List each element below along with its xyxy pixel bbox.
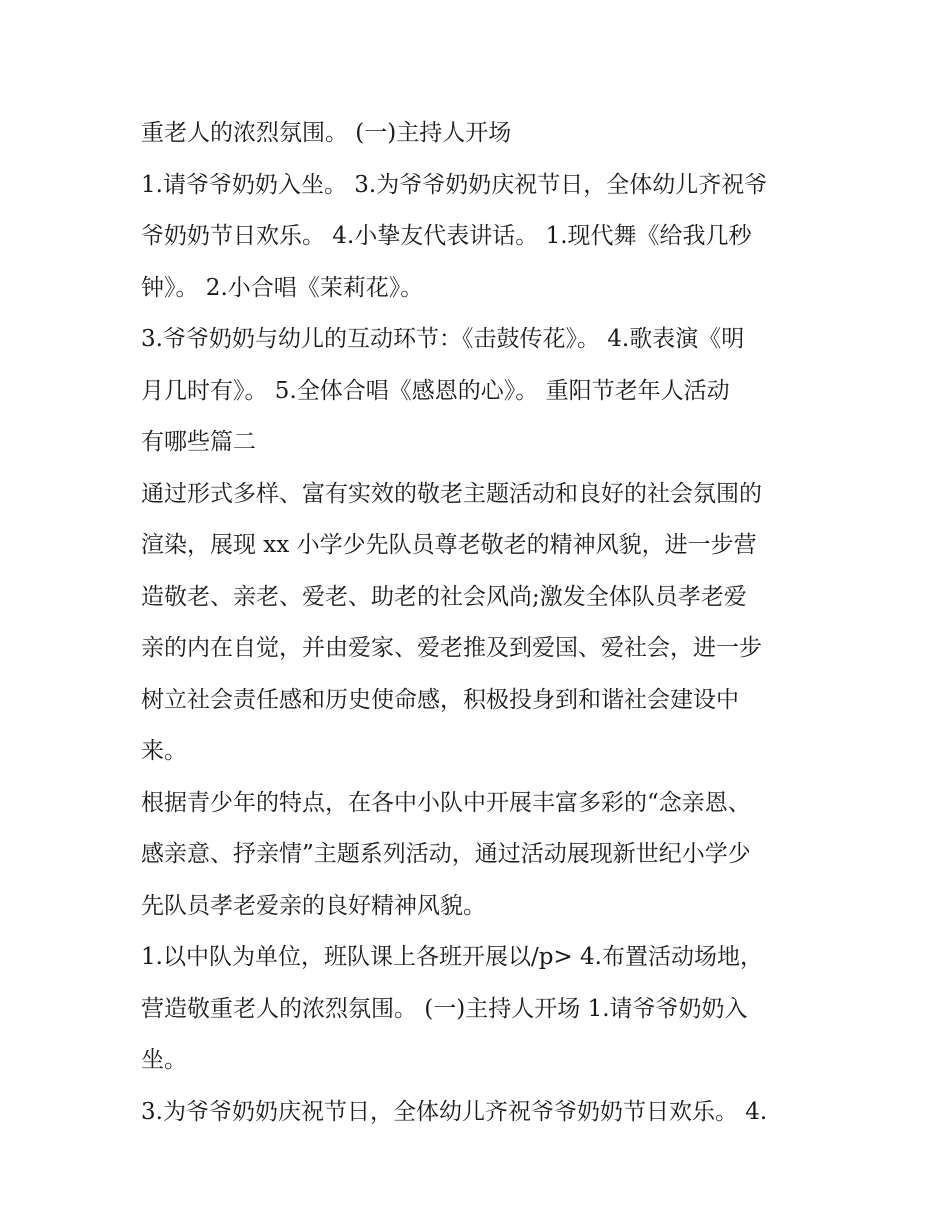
paragraph: 1.以中队为单位，班队课上各班开展以/p> 4.布置活动场地， 营造敬重老人的浓烈氛围。 (一)主持人开场 1.请爷爷奶奶入 坐。 xyxy=(141,944,763,1073)
paragraph: 通过形式多样、富有实效的敬老主题活动和良好的社会氛围的 渲染，展现 xx 小学少先队员尊老敬老的精神风貌，进一步营 造敬老、亲老、爱老、助老的社会风尚;激发全体队员孝老爱 亲的内在自觉，并由爱家、爱老推及到爱国、爱社会，进一步 树立社会责任感和历史使命感，积极投身到和谐社会建设中 来。 xyxy=(141,480,762,764)
document-body xyxy=(141,108,821,1138)
paragraph: 1.请爷爷奶奶入坐。 3.为爷爷奶奶庆祝节日，全体幼儿齐祝爷 爷奶奶节日欢乐。 4.小挚友代表讲话。 1.现代舞《给我几秒 钟》。 2.小合唱《茉莉花》。 xyxy=(141,171,768,301)
paragraph: 根据青少年的特点，在各中小队中开展丰富多彩的“念亲恩、 感亲意、抒亲情”主题系列活动，通过活动展现新世纪小学少 先队员孝老爱亲的良好精神风貌。 xyxy=(141,789,751,919)
paragraph: 3.爷爷奶奶与幼儿的互动环节：《击鼓传花》。 4.歌表演《明 月几时有》。 5.全体合唱《感恩的心》。 重阳节老年人活动 有哪些篇二 xyxy=(141,326,745,455)
paragraph: 重老人的浓烈氛围。 (一)主持人开场 xyxy=(141,120,512,146)
paragraph: 3.为爷爷奶奶庆祝节日，全体幼儿齐祝爷爷奶奶节日欢乐。 4. xyxy=(141,1098,768,1125)
